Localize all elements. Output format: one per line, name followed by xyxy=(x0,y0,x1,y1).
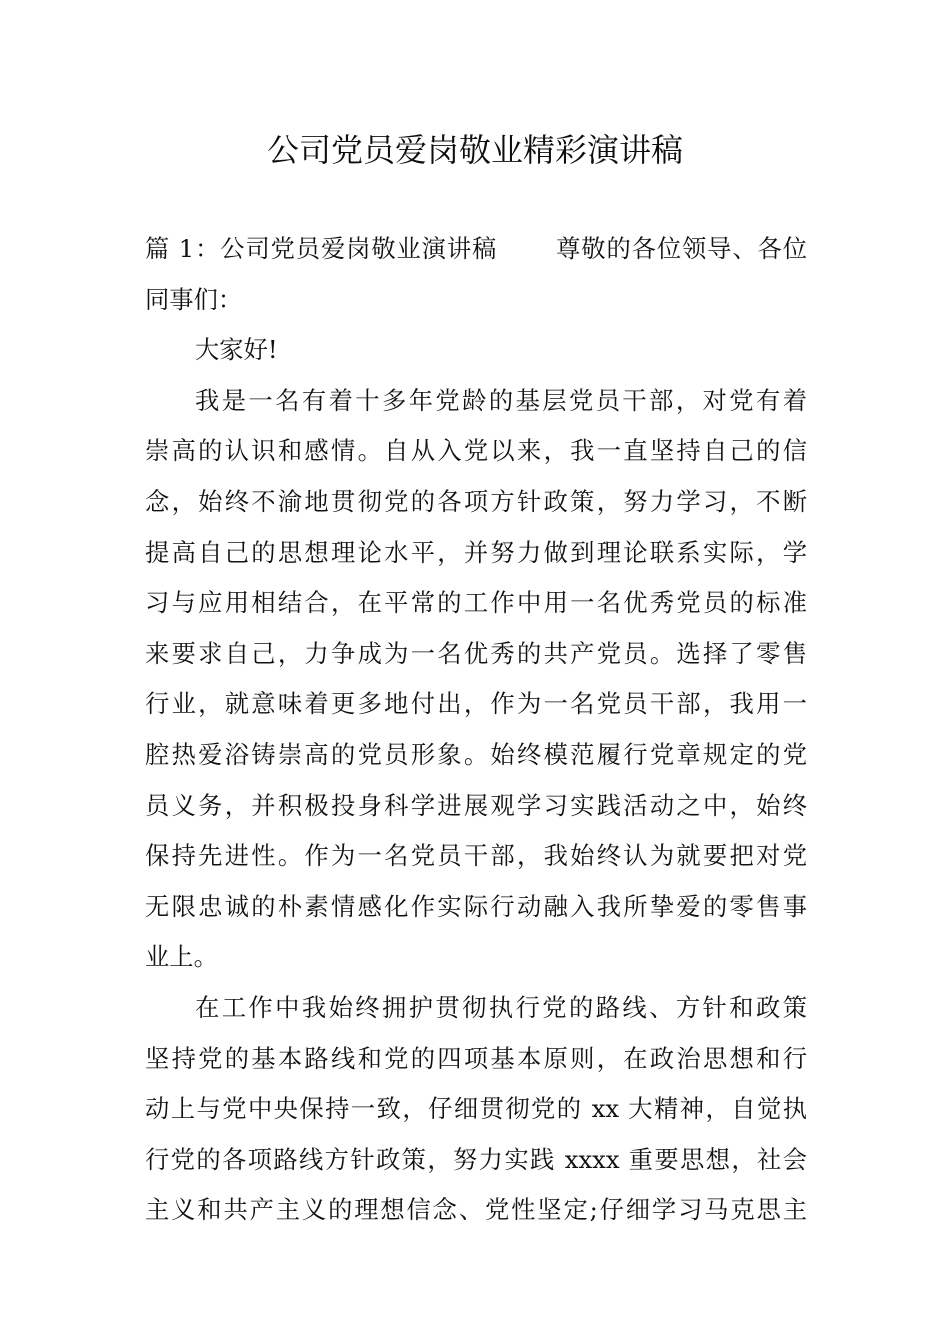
text-line: 行党的各项路线方针政策，努力实践 xxxx 重要思想，社会 xyxy=(145,1144,807,1174)
text-line: 篇 1：公司党员爱岗敬业演讲稿 尊敬的各位领导、各位 xyxy=(145,234,807,263)
document-body xyxy=(145,224,807,1236)
text-line: 主义和共产主义的理想信念、党性坚定;仔细学习马克思主 xyxy=(145,1195,807,1225)
text-line: 动上与党中央保持一致，仔细贯彻党的 xx 大精神，自觉执 xyxy=(145,1094,807,1124)
text-line: 在工作中我始终拥护贯彻执行党的路线、方针和政策 xyxy=(195,992,807,1022)
text-line: 崇高的认识和感情。自从入党以来，我一直坚持自己的信 xyxy=(145,436,807,466)
text-line: 员义务，并积极投身科学进展观学习实践活动之中，始终 xyxy=(145,790,807,820)
text-line: 行业，就意味着更多地付出，作为一名党员干部，我用一 xyxy=(145,689,807,719)
text-line: 念，始终不渝地贯彻党的各项方针政策，努力学习，不断 xyxy=(145,486,807,516)
text-line: 提高自己的思想理论水平，并努力做到理论联系实际，学 xyxy=(145,537,807,567)
text-line: 业上。 xyxy=(145,942,218,972)
text-line: 习与应用相结合，在平常的工作中用一名优秀党员的标准 xyxy=(145,588,807,618)
text-line: 我是一名有着十多年党龄的基层党员干部，对党有着 xyxy=(195,385,807,415)
page-title: 公司党员爱岗敬业精彩演讲稿 xyxy=(266,131,683,169)
text-line: 大家好! xyxy=(195,335,278,365)
text-line: 腔热爱浴铸崇高的党员形象。始终模范履行党章规定的党 xyxy=(145,739,807,769)
text-line: 来要求自己，力争成为一名优秀的共产党员。选择了零售 xyxy=(145,638,807,668)
text-line: 同事们： xyxy=(145,284,243,314)
text-line: 坚持党的基本路线和党的四项基本原则，在政治思想和行 xyxy=(145,1043,807,1073)
text-line: 保持先进性。作为一名党员干部，我始终认为就要把对党 xyxy=(145,841,807,871)
text-line: 无限忠诚的朴素情感化作实际行动融入我所挚爱的零售事 xyxy=(145,891,807,921)
